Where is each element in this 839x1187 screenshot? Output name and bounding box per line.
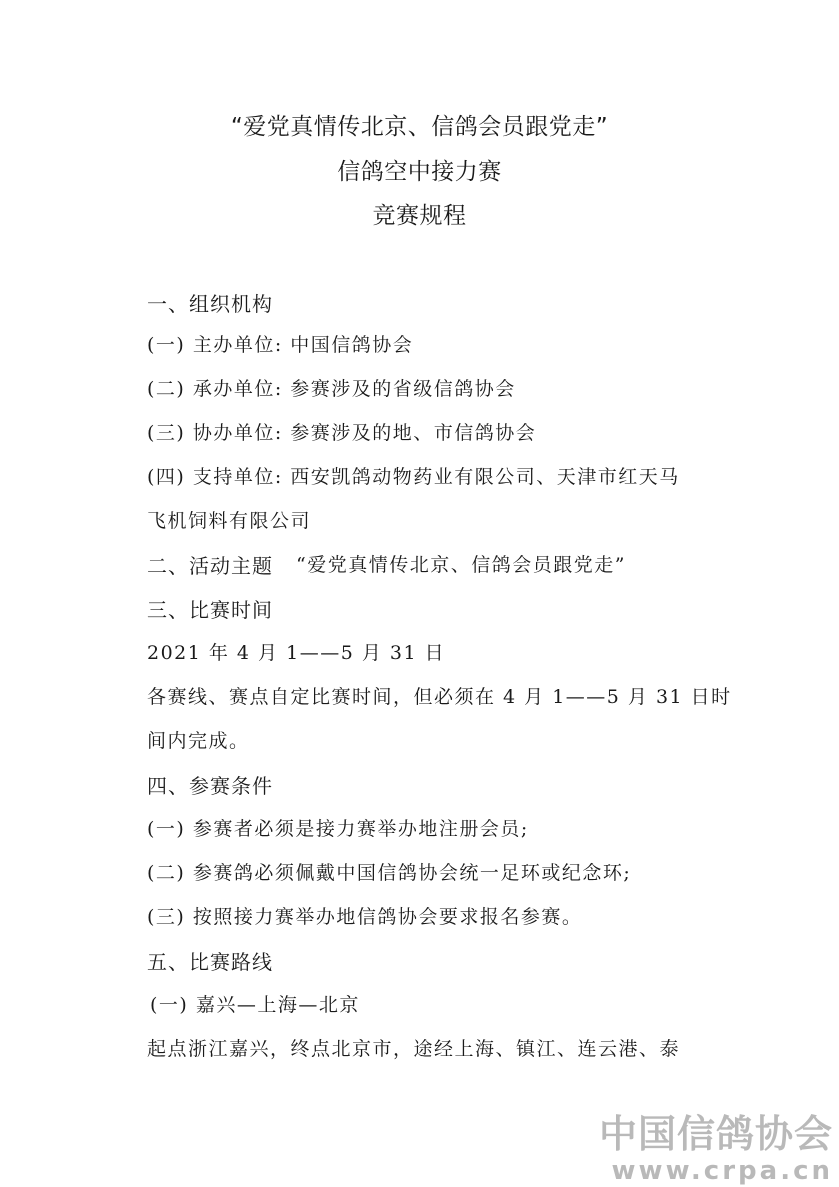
section-4-item: (二) 参赛鸽必须佩戴中国信鸽协会统一足环或纪念环; — [147, 862, 632, 884]
doc-title-line-3: 竞赛规程 — [372, 203, 467, 229]
section-4-heading: 四、参赛条件 — [147, 774, 273, 798]
section-1-item-continued: 飞机饲料有限公司 — [147, 510, 312, 532]
section-5-route: (一) 嘉兴—上海—北京 — [150, 994, 360, 1016]
section-5-heading: 五、比赛路线 — [147, 950, 273, 974]
doc-title-line-2: 信鸽空中接力赛 — [337, 159, 502, 185]
watermark — [599, 1112, 833, 1186]
section-1-item: (一) 主办单位: 中国信鸽协会 — [147, 334, 414, 356]
section-3-line: 各赛线、赛点自定比赛时间，但必须在 4 月 1——5 月 31 日时 — [147, 686, 732, 708]
watermark-url: www.crpa.cn — [611, 1156, 833, 1186]
section-3-line: 2021 年 4 月 1——5 月 31 日 — [147, 642, 446, 664]
doc-title-line-1: “爱党真情传北京、信鸽会员跟党走” — [230, 114, 609, 140]
watermark-name: 中国信鸽协会 — [598, 1112, 833, 1156]
section-1-item: (四) 支持单位: 西安凯鸽动物药业有限公司、天津市红天马 — [147, 466, 680, 488]
section-1-item: (三) 协办单位: 参赛涉及的地、市信鸽协会 — [147, 422, 537, 444]
section-3-heading: 三、比赛时间 — [147, 598, 273, 622]
section-2-heading: 二、活动主题 — [147, 554, 273, 578]
section-2-theme: “爱党真情传北京、信鸽会员跟党走” — [296, 554, 626, 576]
section-4-item: (三) 按照接力赛举办地信鸽协会要求报名参赛。 — [147, 906, 583, 928]
section-3-line-continued: 间内完成。 — [147, 730, 250, 752]
section-1-heading: 一、组织机构 — [147, 292, 273, 316]
section-5-line: 起点浙江嘉兴，终点北京市，途经上海、镇江、连云港、泰 — [147, 1038, 681, 1060]
section-4-item: (一) 参赛者必须是接力赛举办地注册会员; — [147, 818, 529, 840]
section-1-item: (二) 承办单位: 参赛涉及的省级信鸽协会 — [147, 378, 516, 400]
